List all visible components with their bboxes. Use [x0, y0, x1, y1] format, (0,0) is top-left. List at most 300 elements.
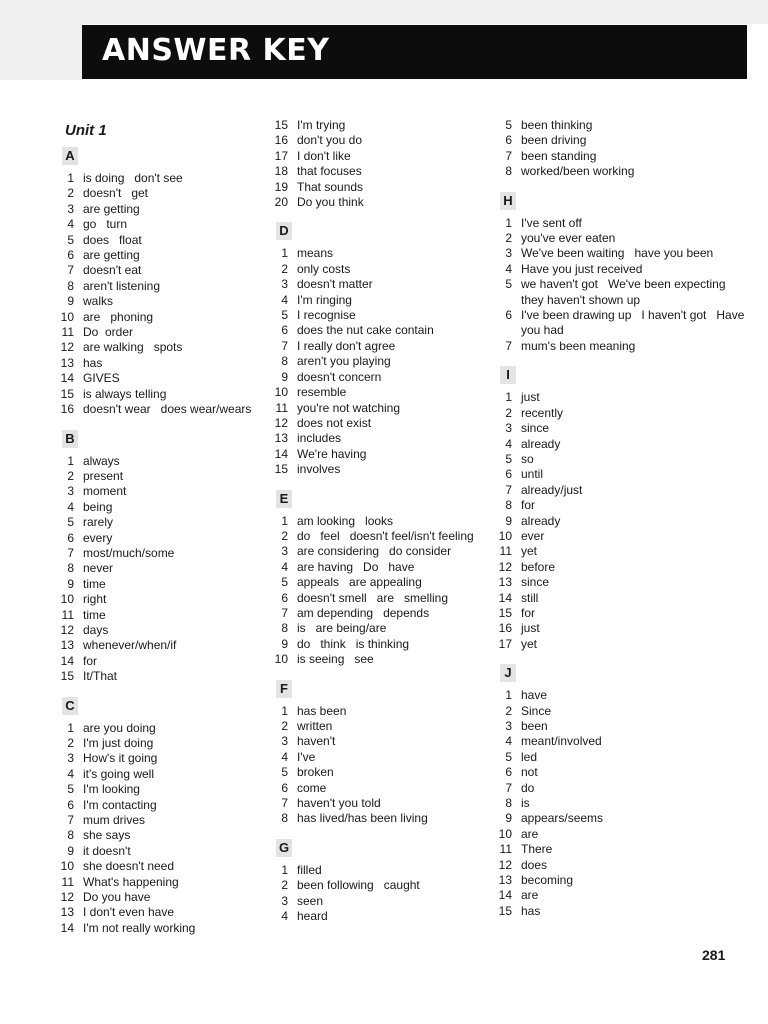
- top-margin-strip: [0, 0, 768, 24]
- answer-item: [58, 638, 268, 653]
- answer-item: [58, 233, 268, 248]
- answer-item: [496, 246, 746, 261]
- item-number: 9: [281, 636, 288, 651]
- item-answer: am depending depends: [297, 605, 430, 620]
- item-answer: heard: [297, 909, 328, 924]
- answer-item: [58, 279, 268, 294]
- item-number: 4: [67, 766, 74, 781]
- item-answer: We're having: [297, 446, 367, 461]
- item-answer: involves: [297, 462, 341, 477]
- item-number: 4: [281, 909, 288, 924]
- item-answer: since: [521, 421, 550, 436]
- item-number: 1: [505, 215, 512, 230]
- item-number: 1: [281, 513, 288, 528]
- item-number: 6: [281, 323, 288, 338]
- item-answer: you're not watching: [297, 400, 401, 415]
- item-number: 4: [67, 499, 74, 514]
- item-number: 8: [505, 796, 512, 811]
- item-number: 2: [67, 468, 74, 483]
- item-answer: is: [521, 796, 530, 811]
- item-answer: present: [83, 468, 124, 483]
- item-answer: Do you think: [297, 195, 364, 210]
- item-number: 12: [60, 622, 74, 637]
- answer-item: [496, 591, 746, 606]
- item-answer: for: [83, 653, 98, 668]
- answer-item: [58, 813, 268, 828]
- item-answer: GIVES: [83, 371, 120, 386]
- item-number: 12: [498, 857, 512, 872]
- item-answer: are having Do have: [297, 559, 415, 574]
- item-answer: right: [83, 592, 107, 607]
- section-j: [496, 660, 746, 919]
- item-number: 15: [274, 462, 288, 477]
- item-answer: just: [521, 621, 540, 636]
- item-answer: are: [521, 826, 539, 841]
- item-number: 12: [60, 890, 74, 905]
- answer-item: [58, 859, 268, 874]
- answer-item: [496, 842, 746, 857]
- answer-item: [272, 750, 500, 765]
- item-number: 6: [281, 780, 288, 795]
- item-answer: already: [521, 436, 561, 451]
- item-number: 17: [498, 636, 512, 651]
- item-answer: means: [297, 246, 334, 261]
- section-h: [496, 188, 746, 355]
- item-answer: yet: [521, 636, 538, 651]
- item-number: 6: [505, 467, 512, 482]
- section-c: [58, 693, 268, 937]
- item-answer: is always telling: [83, 386, 167, 401]
- item-answer: I'm trying: [297, 118, 346, 132]
- item-number: 4: [505, 261, 512, 276]
- answer-item: [272, 164, 500, 179]
- header-bar: [82, 25, 747, 79]
- item-answer: am looking looks: [297, 513, 394, 528]
- item-number: 2: [281, 878, 288, 893]
- answer-item: [58, 828, 268, 843]
- answer-item: [272, 370, 500, 385]
- answer-item: [496, 308, 746, 339]
- item-number: 16: [60, 402, 74, 417]
- item-answer: are walking spots: [83, 340, 183, 355]
- section-letter: H: [500, 192, 516, 210]
- item-number: 2: [505, 703, 512, 718]
- item-answer: rarely: [83, 515, 114, 530]
- answer-item: [272, 262, 500, 277]
- answer-item: [272, 863, 500, 878]
- item-number: 1: [505, 688, 512, 703]
- section-e: [272, 486, 500, 668]
- answer-item: [272, 811, 500, 826]
- item-number: 15: [498, 605, 512, 620]
- item-number: 5: [505, 451, 512, 466]
- item-answer: It/That: [83, 669, 118, 684]
- item-answer: are considering do consider: [297, 544, 452, 559]
- answer-item: [496, 734, 746, 749]
- answer-item: [272, 180, 500, 195]
- answer-item: [272, 652, 500, 667]
- item-number: 11: [61, 325, 74, 340]
- page-number: 281: [702, 947, 726, 963]
- item-answer: I don't even have: [83, 905, 175, 920]
- item-number: 7: [505, 338, 512, 353]
- section-g: [272, 835, 500, 925]
- item-answer: Have you just received: [521, 261, 643, 276]
- item-number: 15: [498, 903, 512, 918]
- item-answer: are you doing: [83, 720, 156, 735]
- item-answer: We've been waiting have you been: [521, 246, 714, 261]
- item-number: 14: [60, 371, 74, 386]
- section-letter: I: [500, 366, 516, 384]
- item-number: 6: [67, 797, 74, 812]
- answer-item: [272, 606, 500, 621]
- item-answer: meant/involved: [521, 734, 602, 749]
- answer-item: [58, 798, 268, 813]
- answer-item: [272, 354, 500, 369]
- answer-item: [58, 500, 268, 515]
- item-answer: so: [521, 451, 534, 466]
- answer-item: [272, 637, 500, 652]
- answer-item: [58, 623, 268, 638]
- item-answer: How's it going: [83, 751, 158, 766]
- section-continued: [272, 118, 500, 210]
- item-number: 14: [498, 590, 512, 605]
- item-number: 4: [281, 292, 288, 307]
- answer-item: [58, 263, 268, 278]
- item-answer: doesn't wear does wear/wears: [83, 402, 252, 417]
- item-number: 3: [67, 201, 74, 216]
- item-answer: come: [297, 780, 327, 795]
- item-number: 14: [60, 920, 74, 935]
- answer-item: [58, 890, 268, 905]
- item-number: 15: [60, 386, 74, 401]
- item-answer: There: [521, 842, 553, 857]
- item-answer: do feel doesn't feel/isn't feeling: [297, 528, 474, 543]
- item-number: 4: [67, 217, 74, 232]
- item-number: 6: [505, 308, 512, 323]
- item-number: 8: [67, 561, 74, 576]
- answer-item: [272, 416, 500, 431]
- answer-item: [58, 171, 268, 186]
- item-number: 7: [281, 796, 288, 811]
- item-answer: moment: [83, 484, 127, 499]
- item-number: 14: [274, 446, 288, 461]
- answer-item: [58, 546, 268, 561]
- answer-item: [272, 796, 500, 811]
- answer-item: [58, 310, 268, 325]
- answer-item: [272, 339, 500, 354]
- answer-item: [496, 781, 746, 796]
- answer-item: [496, 164, 746, 179]
- answer-item: [496, 606, 746, 621]
- item-number: 1: [67, 720, 74, 735]
- item-answer: been following caught: [297, 878, 420, 893]
- item-answer: don't you do: [297, 133, 363, 148]
- answer-item: [272, 529, 500, 544]
- answer-item: [58, 736, 268, 751]
- item-answer: I've been drawing up I haven't got Have you had: [521, 308, 748, 338]
- item-answer: Since: [521, 703, 552, 718]
- section-letter: F: [276, 680, 292, 698]
- item-answer: been standing: [521, 148, 597, 163]
- answer-item: [58, 592, 268, 607]
- item-answer: appears/seems: [521, 811, 604, 826]
- item-number: 16: [274, 133, 288, 148]
- answer-item: [496, 339, 746, 354]
- answer-item: [496, 437, 746, 452]
- item-number: 5: [281, 308, 288, 323]
- page-title: ANSWER KEY: [102, 33, 330, 68]
- answer-item: [272, 878, 500, 893]
- item-answer: haven't you told: [297, 796, 381, 811]
- answer-item: [496, 765, 746, 780]
- answer-item: [272, 575, 500, 590]
- answer-item: [58, 577, 268, 592]
- item-answer: haven't: [297, 734, 336, 749]
- item-answer: I'm not really working: [83, 920, 196, 935]
- item-number: 11: [61, 874, 74, 889]
- item-number: 1: [67, 171, 74, 185]
- item-answer: I've: [297, 749, 316, 764]
- item-number: 2: [281, 261, 288, 276]
- answer-item: [58, 608, 268, 623]
- item-number: 8: [281, 621, 288, 636]
- item-number: 18: [274, 164, 288, 179]
- answer-item: [272, 246, 500, 261]
- item-number: 7: [281, 605, 288, 620]
- item-answer: are getting: [83, 248, 140, 263]
- item-answer: I recognise: [297, 308, 356, 323]
- answer-item: [58, 202, 268, 217]
- item-number: 3: [505, 719, 512, 733]
- answer-item: [496, 118, 746, 133]
- item-number: 14: [60, 653, 74, 668]
- item-answer: recently: [521, 405, 564, 420]
- item-number: 5: [67, 782, 74, 797]
- item-number: 9: [281, 369, 288, 384]
- column-1: [58, 118, 268, 944]
- item-number: 8: [281, 354, 288, 369]
- section-f: [272, 676, 500, 827]
- item-number: 6: [67, 248, 74, 263]
- item-answer: is doing don't see: [83, 171, 183, 185]
- item-number: 7: [281, 338, 288, 353]
- answer-item: [58, 340, 268, 355]
- answer-item: [272, 149, 500, 164]
- answer-item: [496, 406, 746, 421]
- answer-item: [272, 719, 500, 734]
- item-answer: she says: [83, 828, 131, 843]
- item-answer: I've sent off: [521, 215, 582, 230]
- item-number: 13: [498, 575, 512, 590]
- item-answer: aren't you playing: [297, 354, 391, 369]
- item-answer: are: [521, 888, 539, 903]
- answer-item: [496, 858, 746, 873]
- item-number: 1: [281, 862, 288, 877]
- item-answer: does the nut cake contain: [297, 323, 434, 338]
- answer-item: [496, 827, 746, 842]
- item-number: 8: [67, 278, 74, 293]
- answer-item: [496, 637, 746, 652]
- answer-item: [496, 529, 746, 544]
- answer-item: [272, 401, 500, 416]
- item-answer: it's going well: [83, 766, 154, 781]
- item-number: 7: [67, 545, 74, 560]
- item-answer: What's happening: [83, 874, 179, 889]
- answer-item: [58, 356, 268, 371]
- item-answer: I don't like: [297, 148, 351, 163]
- item-answer: until: [521, 467, 544, 482]
- answer-item: [496, 231, 746, 246]
- item-number: 1: [281, 246, 288, 261]
- answer-item: [58, 454, 268, 469]
- item-answer: does float: [83, 232, 142, 247]
- item-number: 5: [505, 277, 512, 292]
- answer-item: [58, 844, 268, 859]
- item-answer: I'm contacting: [83, 797, 157, 812]
- item-answer: filled: [297, 862, 322, 877]
- item-number: 16: [498, 621, 512, 636]
- item-answer: becoming: [521, 873, 574, 888]
- answer-item: [58, 782, 268, 797]
- item-answer: being: [83, 499, 113, 514]
- answer-item: [496, 133, 746, 148]
- answer-item: [496, 719, 746, 734]
- item-number: 4: [505, 436, 512, 451]
- item-answer: mum drives: [83, 813, 146, 828]
- item-number: 6: [505, 765, 512, 780]
- item-number: 4: [281, 749, 288, 764]
- item-number: 11: [275, 400, 288, 415]
- answer-item: [58, 531, 268, 546]
- item-number: 12: [498, 559, 512, 574]
- item-number: 9: [67, 294, 74, 309]
- answer-item: [58, 921, 268, 936]
- item-answer: it doesn't: [83, 843, 131, 858]
- answer-item: [272, 447, 500, 462]
- item-answer: I really don't agree: [297, 338, 396, 353]
- answer-item: [272, 462, 500, 477]
- item-number: 9: [67, 576, 74, 591]
- column-3: [496, 118, 746, 927]
- item-answer: for: [521, 498, 536, 513]
- item-answer: is seeing see: [297, 652, 374, 667]
- item-number: 13: [60, 638, 74, 653]
- item-number: 1: [281, 703, 288, 718]
- item-number: 10: [498, 528, 512, 543]
- answer-item: [272, 765, 500, 780]
- answer-item: [58, 875, 268, 890]
- item-number: 7: [505, 780, 512, 795]
- item-answer: broken: [297, 765, 334, 780]
- item-answer: walks: [83, 294, 114, 309]
- answer-item: [272, 734, 500, 749]
- item-answer: does: [521, 857, 548, 872]
- item-number: 13: [60, 905, 74, 920]
- item-number: 7: [505, 482, 512, 497]
- item-number: 4: [281, 559, 288, 574]
- item-answer: mum's been meaning: [521, 338, 636, 353]
- item-answer: not: [521, 765, 538, 780]
- item-answer: before: [521, 559, 556, 574]
- item-answer: is are being/are: [297, 621, 387, 636]
- item-number: 7: [67, 813, 74, 828]
- answer-item: [496, 277, 746, 308]
- item-answer: always: [83, 453, 120, 468]
- item-answer: ever: [521, 528, 545, 543]
- answer-item: [58, 294, 268, 309]
- item-number: 17: [274, 148, 288, 163]
- item-answer: been: [521, 719, 548, 733]
- answer-item: [496, 467, 746, 482]
- item-number: 8: [281, 811, 288, 826]
- item-answer: doesn't eat: [83, 263, 142, 278]
- answer-item: [272, 591, 500, 606]
- answer-item: [496, 216, 746, 231]
- answer-item: [58, 669, 268, 684]
- answer-item: [496, 688, 746, 703]
- answer-item: [272, 323, 500, 338]
- item-number: 15: [274, 118, 288, 132]
- item-answer: you've ever eaten: [521, 231, 616, 246]
- item-answer: written: [297, 719, 333, 733]
- answer-item: [272, 704, 500, 719]
- item-number: 2: [505, 231, 512, 246]
- answer-item: [496, 750, 746, 765]
- item-answer: are getting: [83, 201, 140, 216]
- item-number: 5: [67, 232, 74, 247]
- item-number: 8: [67, 828, 74, 843]
- item-number: 3: [281, 734, 288, 749]
- item-number: 8: [505, 498, 512, 513]
- item-number: 10: [60, 309, 74, 324]
- item-number: 9: [67, 843, 74, 858]
- answer-item: [272, 195, 500, 210]
- answer-item: [272, 560, 500, 575]
- item-number: 10: [60, 592, 74, 607]
- answer-item: [58, 905, 268, 920]
- answer-item: [58, 371, 268, 386]
- item-number: 12: [274, 415, 288, 430]
- answer-item: [496, 514, 746, 529]
- answer-item: [496, 560, 746, 575]
- item-number: 12: [60, 340, 74, 355]
- item-answer: we haven't got We've been expecting they haven't shown up: [521, 277, 736, 307]
- item-number: 3: [281, 544, 288, 559]
- item-answer: still: [521, 590, 539, 605]
- answer-item: [496, 575, 746, 590]
- item-answer: never: [83, 561, 114, 576]
- section-letter: G: [276, 839, 292, 857]
- item-answer: time: [83, 576, 106, 591]
- item-answer: she doesn't need: [83, 859, 175, 874]
- item-number: 13: [60, 355, 74, 370]
- item-number: 2: [505, 405, 512, 420]
- item-answer: only costs: [297, 261, 351, 276]
- item-number: 3: [281, 277, 288, 292]
- item-answer: that focuses: [297, 164, 362, 179]
- answer-item: [272, 909, 500, 924]
- item-number: 2: [281, 719, 288, 733]
- item-answer: already/just: [521, 482, 583, 497]
- item-number: 6: [505, 133, 512, 148]
- section-letter: C: [62, 697, 78, 715]
- item-number: 5: [281, 575, 288, 590]
- answer-item: [272, 293, 500, 308]
- answer-item: [58, 325, 268, 340]
- section-letter: A: [62, 147, 78, 165]
- item-number: 11: [499, 842, 512, 857]
